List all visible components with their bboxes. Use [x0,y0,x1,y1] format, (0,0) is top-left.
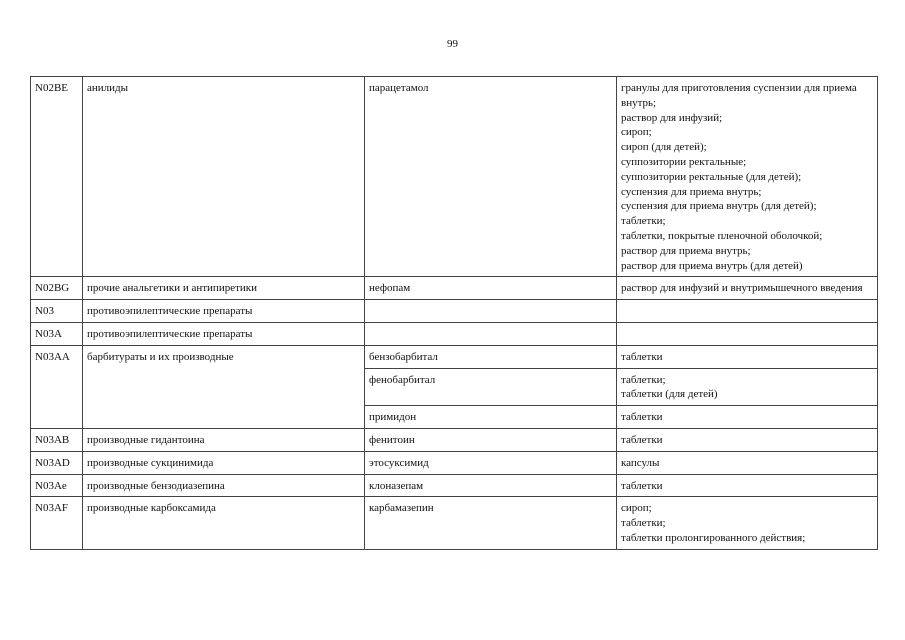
table-row [31,300,878,323]
anatomical-group-cell: противоэпилептические препараты [83,300,365,323]
drug-name-cell [365,300,617,323]
table-row [31,277,878,300]
table-row [31,428,878,451]
drug-table [30,76,878,550]
atc-code-cell: N03Ae [31,474,83,497]
atc-code-cell: N03AB [31,428,83,451]
atc-code-cell: N03A [31,322,83,345]
table-row [31,77,878,277]
table-row [31,497,878,549]
dosage-forms-cell [617,451,878,474]
dosage-forms-cell [617,497,878,549]
dosage-form-item: суппозитории ректальные (для детей); [621,170,802,183]
drug-name-cell: фенобарбитал [365,368,617,406]
drug-name-cell: этосуксимид [365,451,617,474]
dosage-form-item: таблетки [621,350,663,363]
drug-name-cell: клоназепам [365,474,617,497]
drug-name-cell: бензобарбитал [365,345,617,368]
anatomical-group-cell: барбитураты и их производные [83,345,365,428]
atc-code-cell: N03AD [31,451,83,474]
dosage-forms-cell [617,368,878,406]
dosage-form-item: таблетки; [621,517,666,530]
dosage-forms-cell [617,474,878,497]
dosage-form-item: сироп; [621,502,652,515]
dosage-form-item: раствор для инфузий и внутримышечного введения [621,282,863,295]
dosage-forms-cell [617,300,878,323]
page-number: 99 [447,38,458,50]
dosage-forms-cell [617,77,878,277]
table-row [31,451,878,474]
dosage-form-item: таблетки пролонгированного действия; [621,531,806,544]
dosage-form-item: капсулы [621,456,660,469]
anatomical-group-cell: производные сукцинимида [83,451,365,474]
anatomical-group-cell: анилиды [83,77,365,277]
anatomical-group-cell: производные бензодиазепина [83,474,365,497]
dosage-forms-cell [617,277,878,300]
dosage-form-item: таблетки [621,479,663,492]
dosage-forms-cell [617,345,878,368]
dosage-form-item: суппозитории ректальные; [621,155,747,168]
dosage-form-item: таблетки, покрытые пленочной оболочкой; [621,229,823,242]
atc-code-cell: N02BG [31,277,83,300]
drug-name-cell: карбамазепин [365,497,617,549]
anatomical-group-cell: производные гидантоина [83,428,365,451]
dosage-forms-cell [617,322,878,345]
dosage-form-item: суспензия для приема внутрь (для детей); [621,200,817,213]
dosage-form-item: таблетки; [621,373,666,386]
dosage-form-item: раствор для инфузий; [621,111,723,124]
dosage-form-item: раствор для приема внутрь (для детей) [621,259,803,272]
table-row [31,345,878,368]
drug-name-cell: парацетамол [365,77,617,277]
dosage-form-item: суспензия для приема внутрь; [621,185,762,198]
table-row [31,322,878,345]
table-row [31,474,878,497]
atc-code-cell: N03 [31,300,83,323]
anatomical-group-cell: противоэпилептические препараты [83,322,365,345]
dosage-form-item: сироп; [621,126,652,139]
dosage-form-item: таблетки; [621,215,666,228]
atc-code-cell: N03AF [31,497,83,549]
anatomical-group-cell: прочие анальгетики и антипиретики [83,277,365,300]
dosage-form-item: сироп (для детей); [621,141,707,154]
dosage-forms-cell [617,406,878,429]
drug-name-cell [365,322,617,345]
atc-code-cell: N02BE [31,77,83,277]
dosage-form-item: таблетки [621,411,663,424]
drug-name-cell: примидон [365,406,617,429]
drug-name-cell: фенитоин [365,428,617,451]
atc-code-cell: N03AA [31,345,83,428]
dosage-form-item: таблетки (для детей) [621,388,718,401]
drug-name-cell: нефопам [365,277,617,300]
anatomical-group-cell: производные карбоксамида [83,497,365,549]
table-body [31,77,878,550]
dosage-form-item: гранулы для приготовления суспензии для приема внутрь; [621,82,857,109]
dosage-form-item: раствор для приема внутрь; [621,244,751,257]
dosage-form-item: таблетки [621,433,663,446]
dosage-forms-cell [617,428,878,451]
